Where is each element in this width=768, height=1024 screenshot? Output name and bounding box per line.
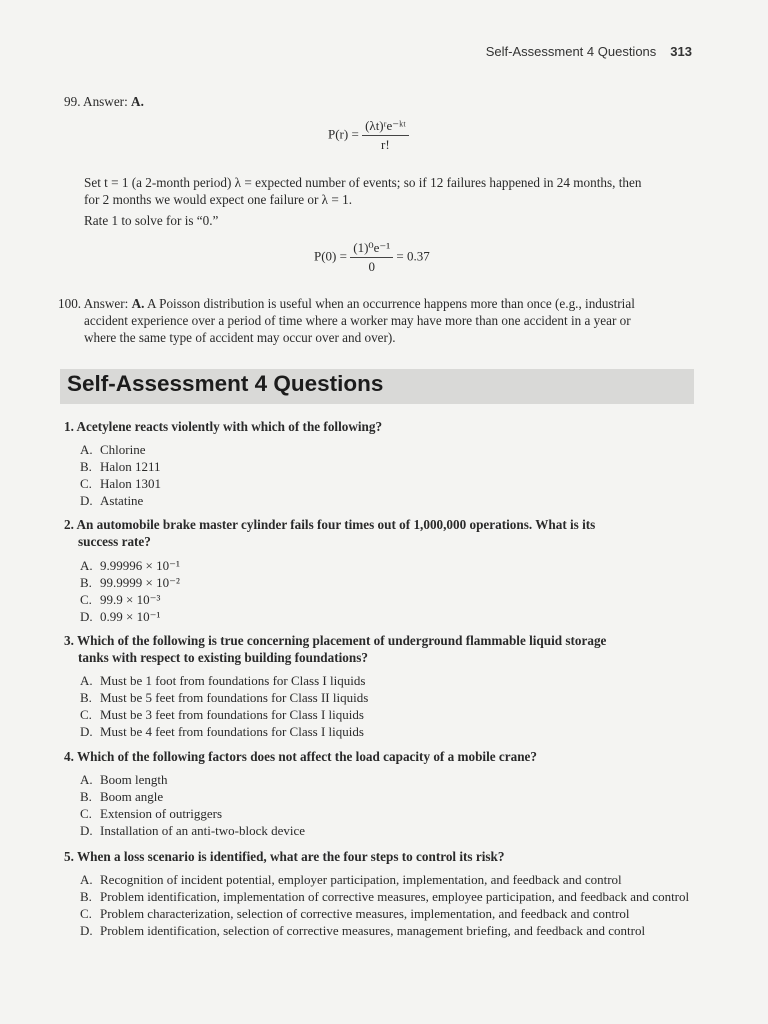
option-letter: B. bbox=[80, 459, 92, 474]
section-title: Self-Assessment 4 Questions bbox=[67, 371, 384, 396]
formula-numerator: (λt)ʳe⁻ᵏᵗ bbox=[362, 118, 409, 136]
option-letter: C. bbox=[80, 806, 92, 821]
option-text: Problem characterization, selection of corrective measures, implementation, and feedback and control bbox=[100, 906, 630, 921]
answer-99-explanation bbox=[84, 174, 704, 229]
option-letter: B. bbox=[80, 889, 92, 904]
option-letter: A. bbox=[80, 872, 93, 887]
question-5-stem bbox=[64, 848, 704, 865]
option-c bbox=[80, 475, 700, 492]
option-b bbox=[80, 788, 700, 805]
question-4-options bbox=[80, 771, 700, 839]
option-text: Must be 3 feet from foundations for Class I liquids bbox=[100, 707, 364, 722]
option-letter: C. bbox=[80, 707, 92, 722]
option-a bbox=[80, 672, 700, 689]
formula2-fraction bbox=[350, 240, 393, 275]
question-3-stem bbox=[64, 632, 704, 666]
option-d bbox=[80, 922, 700, 939]
option-text: 99.9999 × 10⁻² bbox=[100, 575, 180, 590]
option-letter: C. bbox=[80, 592, 92, 607]
option-letter: B. bbox=[80, 789, 92, 804]
option-text: Boom length bbox=[100, 772, 168, 787]
option-letter: D. bbox=[80, 493, 93, 508]
option-letter: B. bbox=[80, 575, 92, 590]
option-text: Recognition of incident potential, employer participation, implementation, and feedback and control bbox=[100, 872, 622, 887]
option-letter: B. bbox=[80, 690, 92, 705]
question-stem-line: success rate? bbox=[78, 534, 151, 549]
option-b bbox=[80, 888, 700, 905]
question-2-stem bbox=[64, 516, 704, 550]
option-letter: A. bbox=[80, 442, 93, 457]
option-d bbox=[80, 608, 700, 625]
option-letter: D. bbox=[80, 724, 93, 739]
option-b bbox=[80, 458, 700, 475]
option-text: Must be 5 feet from foundations for Class II liquids bbox=[100, 690, 369, 705]
option-b bbox=[80, 689, 700, 706]
option-letter: A. bbox=[80, 772, 93, 787]
formula-denominator: r! bbox=[381, 137, 390, 152]
answer-100-text: where the same type of accident may occur over and over). bbox=[84, 330, 396, 345]
option-a bbox=[80, 441, 700, 458]
question-4-stem bbox=[64, 748, 704, 765]
option-text: Halon 1301 bbox=[100, 476, 162, 491]
option-text: 0.99 × 10⁻¹ bbox=[100, 609, 161, 624]
answer-99-choice: A. bbox=[131, 94, 144, 109]
question-stem-line: 5. When a loss scenario is identified, what are the four steps to control its risk? bbox=[64, 849, 505, 864]
option-letter: C. bbox=[80, 906, 92, 921]
question-2-options bbox=[80, 557, 700, 625]
option-text: Chlorine bbox=[100, 442, 146, 457]
poisson-formula bbox=[328, 118, 409, 153]
answer-100 bbox=[58, 295, 708, 346]
formula-lhs: P(r) = bbox=[328, 126, 359, 142]
option-c bbox=[80, 591, 700, 608]
option-letter: D. bbox=[80, 609, 93, 624]
formula2-lhs: P(0) = bbox=[314, 248, 347, 264]
question-stem-line: 1. Acetylene reacts violently with which of the following? bbox=[64, 419, 383, 434]
option-text: 9.99996 × 10⁻¹ bbox=[100, 558, 180, 573]
option-b bbox=[80, 574, 700, 591]
option-text: Problem identification, implementation of corrective measures, employee participation, and feedback and control bbox=[100, 889, 690, 904]
option-a bbox=[80, 871, 700, 888]
answer-100-text: A Poisson distribution is useful when an occurrence happens more than once (e.g., industrial bbox=[144, 296, 635, 311]
question-3-options bbox=[80, 672, 700, 740]
option-letter: A. bbox=[80, 558, 93, 573]
option-text: Boom angle bbox=[100, 789, 164, 804]
question-stem-line: 2. An automobile brake master cylinder fails four times out of 1,000,000 operations. What is its bbox=[64, 517, 596, 532]
explanation-line: Rate 1 to solve for is “0.” bbox=[84, 213, 219, 228]
option-text: Halon 1211 bbox=[100, 459, 161, 474]
formula-fraction bbox=[362, 118, 409, 153]
answer-99-label: 99. Answer: bbox=[64, 94, 132, 109]
answer-100-label: 100. Answer: bbox=[58, 296, 132, 311]
option-a bbox=[80, 557, 700, 574]
option-c bbox=[80, 805, 700, 822]
question-1-stem bbox=[64, 418, 704, 435]
answer-100-text: accident experience over a period of time where a worker may have more than one accident in a year or bbox=[84, 313, 631, 328]
question-stem-line: tanks with respect to existing building foundations? bbox=[78, 650, 368, 665]
formula2-denominator: 0 bbox=[368, 259, 375, 274]
explanation-line: Set t = 1 (a 2-month period) λ = expected number of events; so if 12 failures happened in 24 months, then bbox=[84, 175, 642, 190]
running-header bbox=[486, 44, 692, 59]
option-text: Problem identification, selection of corrective measures, management briefing, and feedback and control bbox=[100, 923, 646, 938]
question-stem-line: 4. Which of the following factors does not affect the load capacity of a mobile crane? bbox=[64, 749, 537, 764]
question-1-options bbox=[80, 441, 700, 509]
option-text: Must be 1 foot from foundations for Class I liquids bbox=[100, 673, 366, 688]
option-letter: A. bbox=[80, 673, 93, 688]
answer-100-choice: A. bbox=[131, 296, 145, 311]
option-d bbox=[80, 723, 700, 740]
option-c bbox=[80, 706, 700, 723]
poisson-formula-2 bbox=[314, 240, 430, 275]
formula2-numerator: (1)⁰e⁻¹ bbox=[350, 240, 393, 258]
option-text: 99.9 × 10⁻³ bbox=[100, 592, 161, 607]
option-d bbox=[80, 492, 700, 509]
option-letter: D. bbox=[80, 823, 93, 838]
option-c bbox=[80, 905, 700, 922]
option-letter: D. bbox=[80, 923, 93, 938]
option-text: Installation of an anti-two-block device bbox=[100, 823, 306, 838]
option-letter: C. bbox=[80, 476, 92, 491]
running-title: Self-Assessment 4 Questions bbox=[485, 44, 657, 59]
question-stem-line: 3. Which of the following is true concerning placement of underground flammable liquid storage bbox=[64, 633, 607, 648]
explanation-line: for 2 months we would expect one failure or λ = 1. bbox=[84, 192, 352, 207]
question-5-options bbox=[80, 871, 700, 939]
option-text: Extension of outriggers bbox=[100, 806, 223, 821]
formula2-result: = 0.37 bbox=[396, 248, 430, 264]
answer-99-heading bbox=[64, 93, 144, 110]
option-text: Must be 4 feet from foundations for Class I liquids bbox=[100, 724, 364, 739]
option-text: Astatine bbox=[100, 493, 144, 508]
page-number: 313 bbox=[670, 44, 692, 59]
option-a bbox=[80, 771, 700, 788]
option-d bbox=[80, 822, 700, 839]
